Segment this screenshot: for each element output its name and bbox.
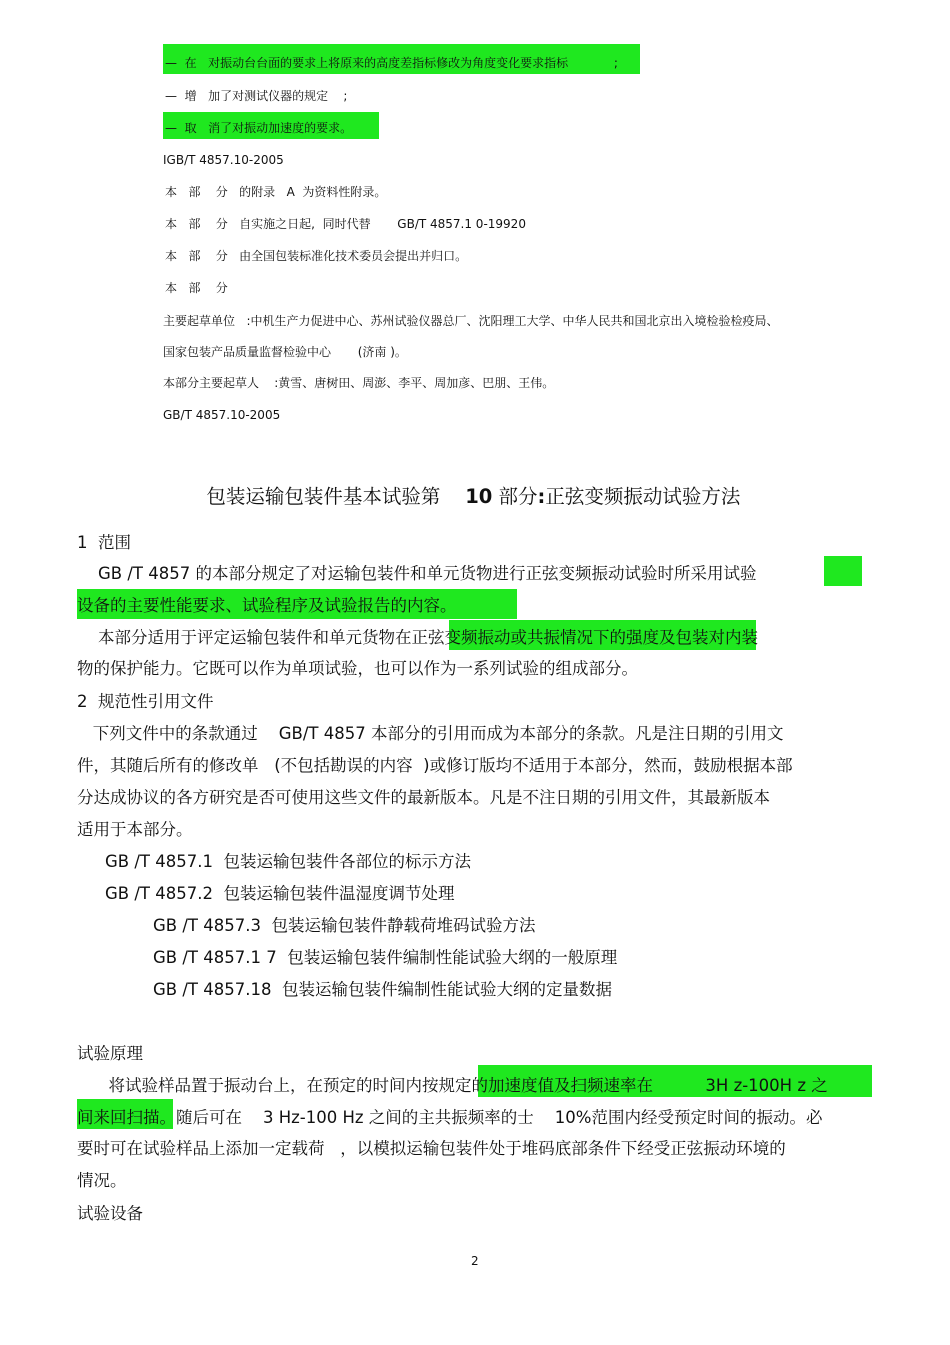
title-part-5: 正弦变频振动试验方法	[545, 484, 741, 508]
foreword-change-3: — 取 消了对振动加速度的要求。	[165, 121, 353, 135]
highlight-scope-1	[824, 556, 862, 586]
section-3-p-line4: 情况。	[77, 1171, 127, 1190]
section-3-heading: 试验原理	[77, 1044, 143, 1063]
section-2-p-line4: 适用于本部分。	[77, 820, 193, 839]
section-2-p-line2: 件，其随后所有的修改单 (不包括勘误的内容 )或修订版均不适用于本部分，然而，鼓励根据本部	[77, 756, 793, 775]
title-part-1: 包装运输包装件基本试验第	[206, 484, 466, 508]
reference-item: GB /T 4857.18 包装运输包装件编制性能试验大纲的定量数据	[153, 980, 612, 999]
section-3-p-line1: 将试验样品置于振动台上，在预定的时间内按规定的加速度值及扫频速率在 3H z-100H z 之	[77, 1076, 828, 1095]
reference-item: GB /T 4857.2 包装运输包装件温湿度调节处理	[105, 884, 455, 903]
section-2-heading: 2 规范性引用文件	[77, 692, 214, 711]
section-4-heading: 试验设备	[77, 1204, 143, 1223]
foreword-appendix: 本 部 分 的附录 A 为资料性附录。	[165, 185, 387, 199]
document-title	[194, 467, 740, 506]
reference-item: GB /T 4857.1 包装运输包装件各部位的标示方法	[105, 852, 471, 871]
page-number: 2	[471, 1254, 479, 1268]
reference-item: GB /T 4857.1 7 包装运输包装件编制性能试验大纲的一般原理	[153, 948, 618, 967]
reference-item: GB /T 4857.3 包装运输包装件静载荷堆码试验方法	[153, 916, 536, 935]
section-2-p-line1: 下列文件中的条款通过 GB/T 4857 本部分的引用而成为本部分的条款。凡是注日期的引用文	[77, 724, 784, 743]
foreword-part: 本 部 分	[165, 281, 228, 295]
foreword-drafters: 本部分主要起草人 :黄雪、唐树田、周澎、李平、周加彦、巴朋、王伟。	[163, 376, 555, 390]
foreword-proposed: 本 部 分 由全国包装标准化技术委员会提出并归口。	[165, 249, 468, 263]
title-part-2: 10	[465, 484, 493, 508]
foreword-std-ref-2: GB/T 4857.10-2005	[163, 408, 281, 422]
foreword-change-2: — 增 加了对测试仪器的规定 ;	[165, 89, 348, 103]
section-2-p-line3: 分达成协议的各方研究是否可使用这些文件的最新版本。凡是不注日期的引用文件，其最新版本	[77, 788, 770, 807]
foreword-drafting-units-2: 国家包装产品质量监督检验中心 (济南 )。	[163, 345, 407, 359]
section-1-p2-line2: 物的保护能力。它既可以作为单项试验，也可以作为一系列试验的组成部分。	[77, 659, 638, 678]
foreword-drafting-units-1: 主要起草单位 :中机生产力促进中心、苏州试验仪器总厂、沈阳理工大学、中华人民共和国北京出入境检验检疫局、	[163, 314, 779, 328]
foreword-replace: 本 部 分 自实施之日起, 同时代替 GB/T 4857.1 0-19920	[165, 217, 526, 231]
section-1-p1-line2: 设备的主要性能要求、试验程序及试验报告的内容。	[77, 596, 457, 615]
foreword-std-ref-1: IGB/T 4857.10-2005	[163, 153, 284, 167]
title-part-3: 部分	[492, 484, 538, 508]
section-1-p2-line1: 本部分适用于评定运输包装件和单元货物在正弦变频振动或共振情况下的强度及包装对内装	[77, 628, 758, 647]
section-1-p1-line1: GB /T 4857 的本部分规定了对运输包装件和单元货物进行正弦变频振动试验时所采用试验	[77, 564, 757, 583]
foreword-change-1: — 在 对振动台台面的要求上将原来的高度差指标修改为角度变化要求指标 ;	[165, 56, 618, 70]
section-3-p-line2: 间来回扫描。随后可在 3 Hz-100 Hz 之间的主共振频率的士 10%范围内经受预定时间的振动。必	[77, 1108, 823, 1127]
section-1-heading: 1 范围	[77, 533, 131, 552]
title-part-4: :	[537, 484, 546, 508]
section-3-p-line3: 要时可在试验样品上添加一定载荷 ，以模拟运输包装件处于堆码底部条件下经受正弦振动环境的	[77, 1139, 786, 1158]
